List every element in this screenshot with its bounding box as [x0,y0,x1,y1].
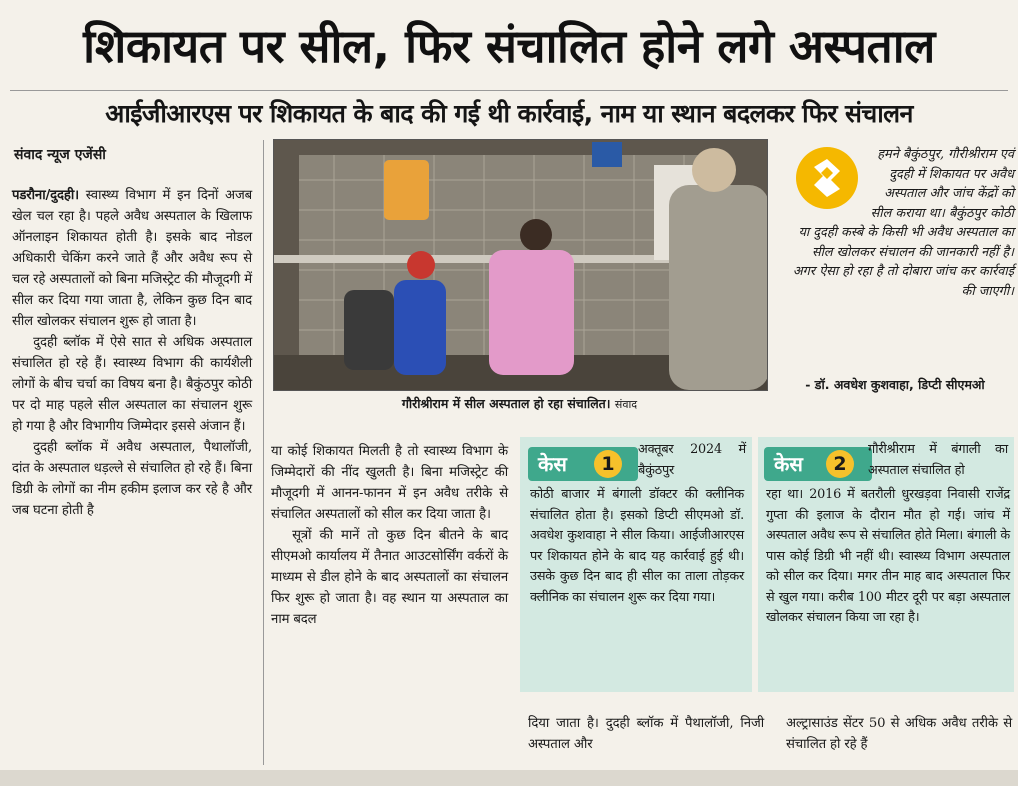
quote-author: - डॉ. अवधेश कुशवाहा, डिप्टी सीएमओ [805,377,985,392]
case-1-lead: अक्तूबर 2024 में बैकुंठपुर [638,442,746,478]
case-1-body: कोठी बाजार में बंगाली डॉक्टर की क्लीनिक संचालित होता है। इसको डिप्टी सीएमओ डॉ. अवधेश कुशवाहा ने सील किया। आईजीआरएस पर शिकायत होने के बाद यह कार्रवाई हुई थी। उसके कुछ दिन बाद ही सील का ताला तोड़कर क्लीनिक का संचालन शुरू कर दिया गया। [530,487,744,605]
case-1-number: 1 [594,450,622,478]
hospital-counter-image [274,140,767,390]
logo-spacer [790,145,862,215]
article-column-4 [786,713,1012,755]
byline: संवाद न्यूज एजेंसी [14,147,106,163]
column2-para2: सूत्रों की मानें तो कुछ दिन बीतने के बाद सीएमओ कार्यालय में तैनात आउटसोर्सिंग वर्करों के माध्यम से डील होने के बाद अस्पतालों का संचालन फिर शुरू हो जाता है। वह स्थान या अस्पताल का नाम बदल [271,528,508,627]
caption-credit: संवाद [614,398,638,411]
column4-text: अल्ट्रासाउंड सेंटर 50 से अधिक अवैध तरीके से संचालित हो रहे हैं [786,716,1012,752]
case-2-number: 2 [826,450,854,478]
official-quote [790,145,1014,301]
case-2-box [758,437,1014,692]
article-column-2 [271,441,508,630]
photo-caption [273,393,766,415]
column2-para1: या कोई शिकायत मिलती है तो स्वास्थ्य विभाग के जिम्मेदारों की नींद खुलती है। बिना मजिस्ट्रेट की मौजूदगी में आनन-फानन में इन अवैध तरीके से संचालित अस्पतालों को सील कर दिया जाता है। [271,444,508,522]
column1-para1: पडरौना/दुदही। स्वास्थ्य विभाग में इन दिनों अजब खेल चल रहा है। पहले अवैध अस्पताल के खिलाफ ऑनलाइन शिकायत होती है। इसके बाद नोडल अधिकारी चेकिंग करने जाते हैं और अवैध रूप से चल रहे अस्पतालों को बिना मजिस्ट्रेट की मौजूदगी में सील कर दिया गया जाता है, लेकिन कुछ दिन बाद सील खोलकर संचालन शुरू हो जाता है। [12,188,252,329]
headline: शिकायत पर सील, फिर संचालित होने लगे अस्पताल [83,19,935,73]
case-2-tag: केस 2 [764,447,872,481]
news-photo [273,139,768,391]
case-1-box [520,437,752,692]
column1-para3: दुदही ब्लॉक में अवैध अस्पताल, पैथालॉजी, दांत के अस्पताल धड़ल्ले से संचालित हो रहे हैं। बिना डिग्री के लोगों का नीम हकीम इलाज कर रहे है और जब घटना होती है [12,440,252,518]
caption-text: गौरीश्रीराम में सील अस्पताल हो रहा संचालित। [401,396,611,411]
quote-text: हमने बैकुंठपुर, गौरीश्रीराम एवं दुदही में शिकायत पर अवैध अस्पताल और जांच केंद्रों को सील कराया था। बैकुंठपुर कोठी या दुदही कस्बे के किसी भी अवैध अस्पताल का सील खोलकर संचालन की जानकारी नहीं है। अगर ऐसा हो रहा है तो दोबारा जांच कर कार्रवाई की जाएगी। [792,147,1014,299]
case-1-tag: केस 1 [528,447,638,481]
dateline: पडरौना/दुदही। [12,188,79,203]
column-divider [263,140,264,765]
article-column-3 [528,713,764,755]
column3-text: दिया जाता है। दुदही ब्लॉक में पैथालॉजी, निजी अस्पताल और [528,716,764,752]
column1-para2: दुदही ब्लॉक में ऐसे सात से अधिक अस्पताल संचालित हो रहे हैं। स्वास्थ्य विभाग की कार्यशैली लोगों के बीच चर्चा का विषय बना है। बैकुंठपुर कोठी पर दो माह पहले सील अस्पताल का संचालन शुरू हो गया है और विभागीय जिम्मेदार इससे अंजान हैं। [12,335,252,434]
article-column-1 [12,185,252,521]
subheadline: आईजीआरएस पर शिकायत के बाद की गई थी कार्रवाई, नाम या स्थान बदलकर फिर संचालन [105,99,913,128]
page-bottom-edge [0,770,1018,786]
case-2-lead: गौरीश्रीराम में बंगाली का अस्पताल संचालित हो [868,442,1008,478]
case-2-body: रहा था। 2016 में बतरौली धुरखड़वा निवासी राजेंद्र गुप्ता की इलाज के दौरान मौत हो गई। जांच में अस्पताल अवैध रूप से संचालित होते मिला। बंगाली के पास कोई डिग्री भी नहीं थी। स्वास्थ्य विभाग अस्पताल को सील कर दिया। मगर तीन माह बाद अस्पताल फिर से खुल गया। करीब 100 मीटर दूरी पर बड़ा अस्पताल खोलकर संचालन किया जा रहा है। [766,487,1010,625]
